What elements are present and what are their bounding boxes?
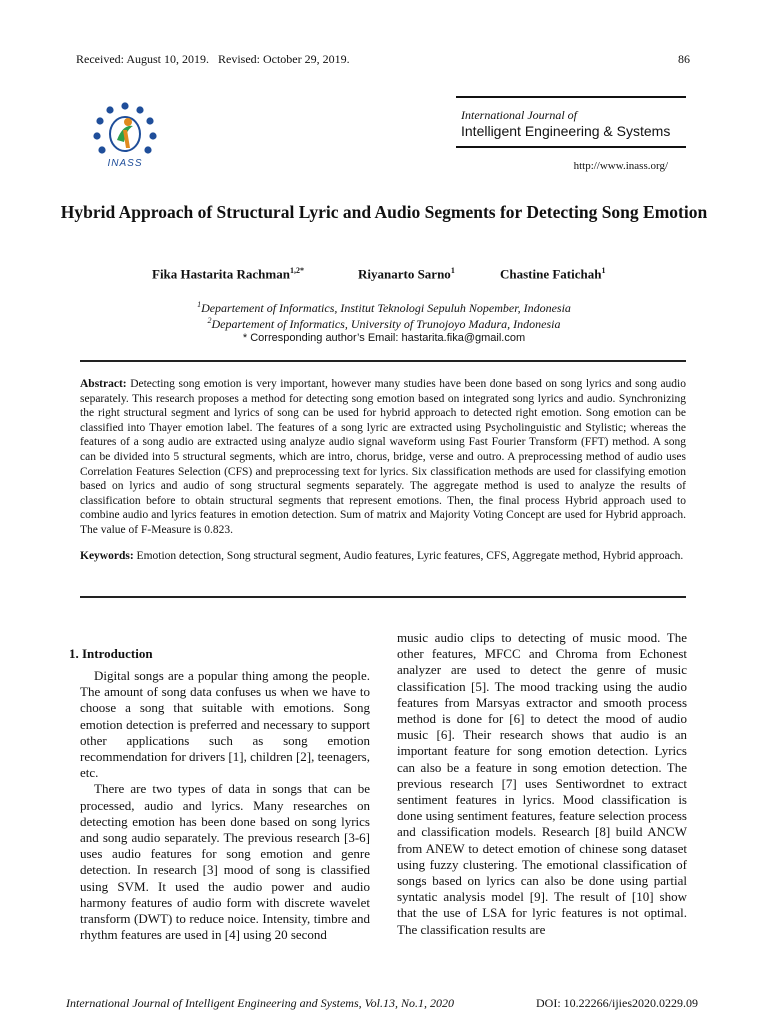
author-3: Chastine Fatichah$^1$ (500, 266, 606, 282)
received-revised-dates (76, 52, 350, 67)
journal-name-line1: International Journal of (461, 108, 577, 122)
abstract-text: Detecting song emotion is very important, however many studies have been done based on song lyrics and song audio separately. This research proposes a method for detecting song emotion based on integrated song lyrics and audio. Synchronizing the right structural segment and lyrics of song can be used for hybrid approach to detected right emotion. Song emotion can be classified into Thayer emotion label. The features of a song lyric are extracted using Psycholinguistic and Stylistic; whereas the features of a song audio are extracted using analyze audio signal waveform using Fast Fourier Transform (FFT) method. A song can be divided into 5 structural segments, which are intro, chorus, bridge, verse and outro. A preprocessing method of audio uses Correlation Features Selection (CFS) and preprocessing text for lyrics. Six classification methods are used for classifying emotion based on lyrics and audio of song structural segments separately. The aggregate method is used to analyze the results of classification before to obtain structural segments that represent emotions. Then, the final process Hybrid approach used to combine audio and lyrics features in emotion detection. Sum of matrix and Majority Voting Concept are used for Hybrid approach. The value of F-Measure is 0.823. (80, 378, 686, 536)
revised-date: Revised: October 29, 2019. (217, 52, 350, 66)
abstract (80, 377, 686, 538)
page-number: 86 (678, 52, 690, 66)
abstract-top-rule (80, 360, 686, 362)
journal-url[interactable]: http://www.inass.org/ (573, 160, 668, 172)
author-2: Riyanarto Sarno$^1$ (358, 266, 455, 282)
intro-paragraph-continued: music audio clips to detecting of music mood. The other features, MFCC and Chroma from Echonest analyzer are used to detect the genre of music classification [5]. The mood tracking using the audio features from Marsyas extractor and smooth process method is done for [6] to detect the mood of audio music [6]. Their research shows that audio is an important feature for song emotion detection. Lyrics can also be a feature in song emotion detection. The previous research [7] uses Sentiwordnet to extract sentiment features in lyrics. Mood classification is done using sentiment features, feature selection process and classification models. Research [8] build ANCW from ANEW to detect emotion of chinese song dataset using fuzzy clustering. The emotional classification of songs based on lyrics can also be done using partial syntatic analysis model [9]. The result of [10] show that the use of LSA for lyric features is not optimal. The classification results are (397, 630, 687, 937)
keywords-label: Keywords: (80, 550, 134, 562)
journal-name-line2: Intelligent Engineering & Systems (461, 123, 671, 139)
abstract-label: Abstract: (80, 378, 127, 390)
section-heading-introduction: 1. Introduction (69, 646, 153, 661)
received-date: Received: August 10, 2019. (76, 52, 209, 66)
intro-paragraph-1: Digital songs are a popular thing among the people. The amount of song data confuses us when we have to choose a song that suitable with emotions. Song emotion detection is preferred and necessary to support other applications such as song emotion recommendation for drivers [1], children [2], teenagers, etc. (80, 668, 370, 781)
right-column (397, 630, 687, 938)
intro-paragraph-2: There are two types of data in songs that can be processed, audio and lyrics. Many researches on detecting emotion has been done based on song lyrics and song audio separately. The previous research [3-6] uses audio features for song emotion and genre detection. In research [3] mood of song is classified using SVM. It used the audio power and audio harmony features of audio form with discrete wavelet transform (DWT) to reduce noice. Intensity, timbre and rhythm features are used in [4] using 20 second (80, 781, 370, 943)
inass-logo-text: INASS (107, 158, 143, 169)
footer-journal-citation: International Journal of Intelligent Engineering and Systems, Vol.13, No.1, 2020 (66, 996, 454, 1010)
affiliation-1: $^1$Departement of Informatics, Institut Teknologi Sepuluh Nopember, Indonesia (197, 300, 571, 315)
left-column (80, 668, 370, 943)
footer-doi[interactable]: DOI: 10.22266/ijies2020.0229.09 (536, 996, 698, 1010)
journal-top-rule (456, 96, 686, 98)
author-1: Fika Hastarita Rachman$^{1,2*}$ (152, 266, 304, 282)
affiliation-2: $^2$Departement of Informatics, University of Trunojoyo Madura, Indonesia (207, 316, 561, 331)
corresponding-author-email: * Corresponding author’s Email: hastarita.fika@gmail.com (242, 332, 526, 344)
abstract-bottom-rule (80, 596, 686, 598)
keywords-text: Emotion detection, Song structural segment, Audio features, Lyric features, CFS, Aggregate method, Hybrid approach. (136, 550, 684, 562)
keywords (80, 549, 686, 564)
paper-title: Hybrid Approach of Structural Lyric and Audio Segments for Detecting Song Emotion (60, 202, 708, 222)
journal-bottom-rule (456, 146, 686, 148)
